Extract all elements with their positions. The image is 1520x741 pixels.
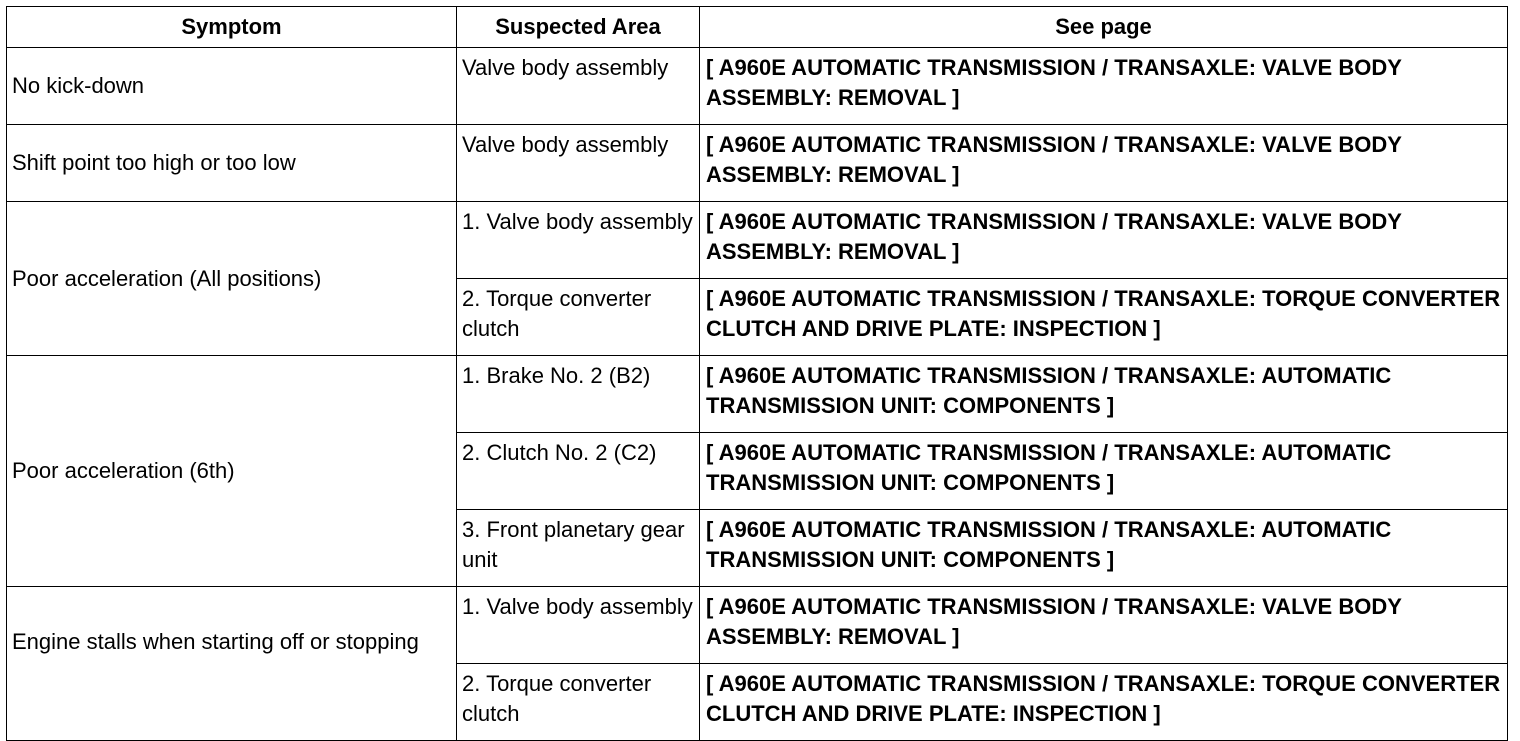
table-body xyxy=(7,48,1508,741)
see-page-reference: [ A960E AUTOMATIC TRANSMISSION / TRANSAXLE: VALVE BODY ASSEMBLY: REMOVAL ] xyxy=(700,202,1508,279)
table-row xyxy=(7,48,1508,125)
header-symptom: Symptom xyxy=(7,7,457,48)
suspected-area-cell: Valve body assembly xyxy=(457,48,700,125)
suspected-area-cell: 2. Clutch No. 2 (C2) xyxy=(457,433,700,510)
symptom-cell: Shift point too high or too low xyxy=(7,125,457,202)
see-page-reference: [ A960E AUTOMATIC TRANSMISSION / TRANSAXLE: TORQUE CONVERTER CLUTCH AND DRIVE PLATE: INSPECTION ] xyxy=(700,279,1508,356)
see-page-reference: [ A960E AUTOMATIC TRANSMISSION / TRANSAXLE: AUTOMATIC TRANSMISSION UNIT: COMPONENTS ] xyxy=(700,356,1508,433)
table-row xyxy=(7,202,1508,279)
diagnosis-table xyxy=(6,6,1508,741)
see-page-reference: [ A960E AUTOMATIC TRANSMISSION / TRANSAXLE: AUTOMATIC TRANSMISSION UNIT: COMPONENTS ] xyxy=(700,510,1508,587)
table-row xyxy=(7,587,1508,664)
suspected-area-cell: 2. Torque converter clutch xyxy=(457,279,700,356)
see-page-reference: [ A960E AUTOMATIC TRANSMISSION / TRANSAXLE: VALVE BODY ASSEMBLY: REMOVAL ] xyxy=(700,587,1508,664)
table-row xyxy=(7,356,1508,433)
see-page-reference: [ A960E AUTOMATIC TRANSMISSION / TRANSAXLE: VALVE BODY ASSEMBLY: REMOVAL ] xyxy=(700,125,1508,202)
see-page-reference: [ A960E AUTOMATIC TRANSMISSION / TRANSAXLE: AUTOMATIC TRANSMISSION UNIT: COMPONENTS ] xyxy=(700,433,1508,510)
suspected-area-cell: 1. Brake No. 2 (B2) xyxy=(457,356,700,433)
suspected-area-cell: 1. Valve body assembly xyxy=(457,202,700,279)
symptom-cell: No kick-down xyxy=(7,48,457,125)
header-see-page: See page xyxy=(700,7,1508,48)
symptom-cell: Poor acceleration (6th) xyxy=(7,356,457,587)
symptom-cell: Poor acceleration (All positions) xyxy=(7,202,457,356)
see-page-reference: [ A960E AUTOMATIC TRANSMISSION / TRANSAXLE: TORQUE CONVERTER CLUTCH AND DRIVE PLATE: INSPECTION ] xyxy=(700,664,1508,741)
suspected-area-cell: 3. Front planetary gear unit xyxy=(457,510,700,587)
header-suspected-area: Suspected Area xyxy=(457,7,700,48)
see-page-reference: [ A960E AUTOMATIC TRANSMISSION / TRANSAXLE: VALVE BODY ASSEMBLY: REMOVAL ] xyxy=(700,48,1508,125)
suspected-area-cell: 1. Valve body assembly xyxy=(457,587,700,664)
suspected-area-cell: Valve body assembly xyxy=(457,125,700,202)
table-row xyxy=(7,125,1508,202)
suspected-area-cell: 2. Torque converter clutch xyxy=(457,664,700,741)
symptom-cell: Engine stalls when starting off or stopping xyxy=(7,587,457,741)
header-row xyxy=(7,7,1508,48)
table-header xyxy=(7,7,1508,48)
